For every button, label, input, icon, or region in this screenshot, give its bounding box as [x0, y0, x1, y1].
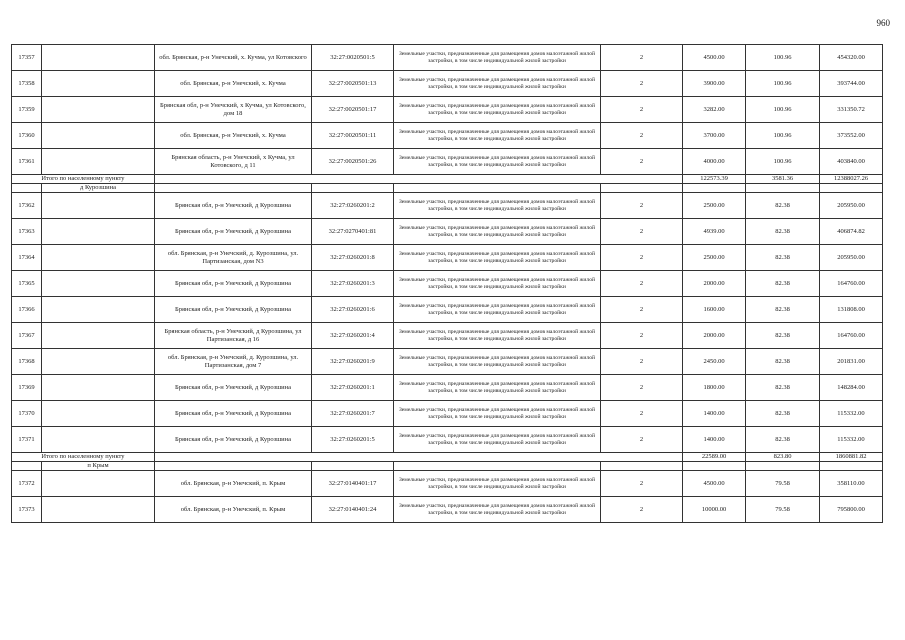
table-row	[12, 471, 883, 497]
cadastral-value-table	[11, 44, 883, 523]
empty-cell	[601, 184, 683, 193]
settlement-cell	[42, 45, 155, 71]
group-cell: 2	[601, 297, 683, 323]
table-row	[12, 149, 883, 175]
table-row	[12, 123, 883, 149]
land-use-cell: Земельные участки, предназначенные для размещения домов малоэтажной жилой застройки, в том числе индивидуальной жилой застройки	[394, 271, 601, 297]
cadastral-value-cell: 373552.00	[820, 123, 883, 149]
table-row	[12, 271, 883, 297]
table-row	[12, 497, 883, 523]
empty-cell	[746, 184, 820, 193]
table-row	[12, 45, 883, 71]
settlement-header-row	[12, 184, 883, 193]
address-cell: обл. Брянская, р-н Унечский, д. Курозшина, ул. Партизанская, дом 7	[155, 349, 312, 375]
area-cell: 2000.00	[683, 323, 746, 349]
group-cell: 2	[601, 245, 683, 271]
group-cell: 2	[601, 271, 683, 297]
settlement-cell	[42, 401, 155, 427]
group-cell: 2	[601, 97, 683, 123]
settlement-cell	[42, 297, 155, 323]
cadastral-number-cell: 32:27:0260201:5	[312, 427, 394, 453]
rate-cell: 82.38	[746, 193, 820, 219]
row-number: 17371	[12, 427, 42, 453]
address-cell: Брянская обл, р-н Унечский, д Курозшина	[155, 401, 312, 427]
group-cell: 2	[601, 323, 683, 349]
cadastral-number-cell: 32:27:0260201:6	[312, 297, 394, 323]
table-row	[12, 71, 883, 97]
rate-cell: 82.38	[746, 323, 820, 349]
empty-cell	[312, 462, 394, 471]
cadastral-value-cell: 205950.00	[820, 245, 883, 271]
group-cell: 2	[601, 149, 683, 175]
settlement-cell	[42, 427, 155, 453]
cadastral-number-cell: 32:27:0020501:11	[312, 123, 394, 149]
empty-cell	[155, 453, 683, 462]
address-cell: обл. Брянская, р-н Унечский, п. Крым	[155, 471, 312, 497]
land-use-cell: Земельные участки, предназначенные для размещения домов малоэтажной жилой застройки, в том числе индивидуальной жилой застройки	[394, 401, 601, 427]
row-number: 17372	[12, 471, 42, 497]
rate-cell: 82.38	[746, 297, 820, 323]
subtotal-area: 22589.00	[683, 453, 746, 462]
cadastral-number-cell: 32:27:0260201:7	[312, 401, 394, 427]
land-use-cell: Земельные участки, предназначенные для размещения домов малоэтажной жилой застройки, в том числе индивидуальной жилой застройки	[394, 427, 601, 453]
settlement-cell	[42, 149, 155, 175]
rate-cell: 82.38	[746, 245, 820, 271]
cadastral-number-cell: 32:27:0260201:8	[312, 245, 394, 271]
row-number: 17362	[12, 193, 42, 219]
row-number: 17357	[12, 45, 42, 71]
settlement-name: д Курозшина	[42, 184, 155, 193]
area-cell: 2450.00	[683, 349, 746, 375]
row-number: 17364	[12, 245, 42, 271]
table-row	[12, 97, 883, 123]
table-row	[12, 375, 883, 401]
rate-cell: 100.96	[746, 149, 820, 175]
subtotal-label: Итого по населенному пункту	[12, 175, 155, 184]
page-number: 960	[876, 18, 890, 28]
area-cell: 10000.00	[683, 497, 746, 523]
row-number: 17359	[12, 97, 42, 123]
empty-cell	[394, 184, 601, 193]
empty-cell	[155, 175, 683, 184]
area-cell: 4939.00	[683, 219, 746, 245]
row-number-empty	[12, 184, 42, 193]
address-cell: обл. Брянская, р-н Унечский, п. Крым	[155, 497, 312, 523]
group-cell: 2	[601, 497, 683, 523]
settlement-cell	[42, 271, 155, 297]
row-number: 17370	[12, 401, 42, 427]
area-cell: 4000.00	[683, 149, 746, 175]
row-number: 17366	[12, 297, 42, 323]
cadastral-value-cell: 201831.00	[820, 349, 883, 375]
row-number: 17365	[12, 271, 42, 297]
table-row	[12, 297, 883, 323]
land-use-cell: Земельные участки, предназначенные для размещения домов малоэтажной жилой застройки, в том числе индивидуальной жилой застройки	[394, 219, 601, 245]
subtotal-row	[12, 175, 883, 184]
settlement-cell	[42, 71, 155, 97]
address-cell: Брянская обл, р-н Унечский, д Курозшина	[155, 271, 312, 297]
settlement-cell	[42, 349, 155, 375]
table-row	[12, 219, 883, 245]
group-cell: 2	[601, 427, 683, 453]
cadastral-value-cell: 331350.72	[820, 97, 883, 123]
land-use-cell: Земельные участки, предназначенные для размещения домов малоэтажной жилой застройки, в том числе индивидуальной жилой застройки	[394, 471, 601, 497]
rate-cell: 82.38	[746, 219, 820, 245]
area-cell: 1400.00	[683, 427, 746, 453]
group-cell: 2	[601, 349, 683, 375]
table-row	[12, 349, 883, 375]
empty-cell	[155, 462, 312, 471]
cadastral-number-cell: 32:27:0260201:3	[312, 271, 394, 297]
cadastral-value-cell: 205950.00	[820, 193, 883, 219]
cadastral-number-cell: 32:27:0260201:2	[312, 193, 394, 219]
cadastral-value-cell: 131808.00	[820, 297, 883, 323]
subtotal-area: 122573.39	[683, 175, 746, 184]
rate-cell: 79.58	[746, 497, 820, 523]
group-cell: 2	[601, 219, 683, 245]
empty-cell	[601, 462, 683, 471]
cadastral-value-cell: 358110.00	[820, 471, 883, 497]
subtotal-value: 1860881.82	[820, 453, 883, 462]
area-cell: 1400.00	[683, 401, 746, 427]
address-cell: Брянская область, р-н Унечский, д Курозшина, ул Партизанская, д 16	[155, 323, 312, 349]
subtotal-rate: 3581.36	[746, 175, 820, 184]
cadastral-number-cell: 32:27:0260201:4	[312, 323, 394, 349]
cadastral-number-cell: 32:27:0140401:17	[312, 471, 394, 497]
group-cell: 2	[601, 123, 683, 149]
area-cell: 3900.00	[683, 71, 746, 97]
address-cell: обл. Брянская, р-н Унечский, д. Курозшина, ул. Партизанская, дом N3	[155, 245, 312, 271]
cadastral-value-cell: 454320.00	[820, 45, 883, 71]
land-use-cell: Земельные участки, предназначенные для размещения домов малоэтажной жилой застройки, в том числе индивидуальной жилой застройки	[394, 45, 601, 71]
empty-cell	[312, 184, 394, 193]
empty-cell	[820, 184, 883, 193]
area-cell: 3282.00	[683, 97, 746, 123]
cadastral-number-cell: 32:27:0020501:17	[312, 97, 394, 123]
address-cell: Брянская обл, р-н Унечский, д Курозшина	[155, 427, 312, 453]
row-number: 17360	[12, 123, 42, 149]
cadastral-value-cell: 393744.00	[820, 71, 883, 97]
group-cell: 2	[601, 471, 683, 497]
address-cell: обл. Брянская, р-н Унечский, х. Кучма	[155, 71, 312, 97]
cadastral-value-cell: 164760.00	[820, 323, 883, 349]
rate-cell: 82.38	[746, 375, 820, 401]
cadastral-number-cell: 32:27:0260201:9	[312, 349, 394, 375]
cadastral-number-cell: 32:27:0140401:24	[312, 497, 394, 523]
subtotal-row	[12, 453, 883, 462]
settlement-cell	[42, 375, 155, 401]
cadastral-number-cell: 32:27:0270401:81	[312, 219, 394, 245]
address-cell: Брянская обл, р-н Унечский, д Курозшина	[155, 193, 312, 219]
rate-cell: 82.38	[746, 401, 820, 427]
row-number: 17369	[12, 375, 42, 401]
cadastral-value-cell: 403840.00	[820, 149, 883, 175]
rate-cell: 100.96	[746, 123, 820, 149]
row-number: 17368	[12, 349, 42, 375]
cadastral-number-cell: 32:27:0020501:13	[312, 71, 394, 97]
empty-cell	[820, 462, 883, 471]
rate-cell: 100.96	[746, 97, 820, 123]
address-cell: Брянская обл, р-н Унечский, х Кучма, ул Котовского, дом 18	[155, 97, 312, 123]
group-cell: 2	[601, 401, 683, 427]
land-use-cell: Земельные участки, предназначенные для размещения домов малоэтажной жилой застройки, в том числе индивидуальной жилой застройки	[394, 71, 601, 97]
land-use-cell: Земельные участки, предназначенные для размещения домов малоэтажной жилой застройки, в том числе индивидуальной жилой застройки	[394, 297, 601, 323]
row-number: 17373	[12, 497, 42, 523]
cadastral-value-cell: 115332.00	[820, 401, 883, 427]
address-cell: Брянская обл, р-н Унечский, д Курозшина	[155, 219, 312, 245]
group-cell: 2	[601, 45, 683, 71]
group-cell: 2	[601, 375, 683, 401]
settlement-cell	[42, 323, 155, 349]
area-cell: 4500.00	[683, 45, 746, 71]
cadastral-value-cell: 795800.00	[820, 497, 883, 523]
land-use-cell: Земельные участки, предназначенные для размещения домов малоэтажной жилой застройки, в том числе индивидуальной жилой застройки	[394, 245, 601, 271]
table-row	[12, 245, 883, 271]
settlement-cell	[42, 497, 155, 523]
address-cell: Брянская область, р-н Унечский, х Кучма, ул Котовского, д 11	[155, 149, 312, 175]
group-cell: 2	[601, 193, 683, 219]
empty-cell	[683, 184, 746, 193]
table-row	[12, 427, 883, 453]
area-cell: 2000.00	[683, 271, 746, 297]
address-cell: обл. Брянская, р-н Унечский, х. Кучма, ул Котовского	[155, 45, 312, 71]
cadastral-number-cell: 32:27:0020501:26	[312, 149, 394, 175]
settlement-name: п Крым	[42, 462, 155, 471]
row-number-empty	[12, 462, 42, 471]
settlement-cell	[42, 193, 155, 219]
cadastral-value-cell: 115332.00	[820, 427, 883, 453]
cadastral-value-cell: 148284.00	[820, 375, 883, 401]
area-cell: 3700.00	[683, 123, 746, 149]
settlement-cell	[42, 471, 155, 497]
land-use-cell: Земельные участки, предназначенные для размещения домов малоэтажной жилой застройки, в том числе индивидуальной жилой застройки	[394, 375, 601, 401]
address-cell: обл. Брянская, р-н Унечский, х. Кучма	[155, 123, 312, 149]
area-cell: 2500.00	[683, 193, 746, 219]
area-cell: 2500.00	[683, 245, 746, 271]
area-cell: 4500.00	[683, 471, 746, 497]
rate-cell: 79.58	[746, 471, 820, 497]
empty-cell	[394, 462, 601, 471]
address-cell: Брянская обл, р-н Унечский, д Курозшина	[155, 297, 312, 323]
rate-cell: 82.38	[746, 427, 820, 453]
row-number: 17363	[12, 219, 42, 245]
cadastral-value-cell: 164760.00	[820, 271, 883, 297]
settlement-cell	[42, 245, 155, 271]
row-number: 17367	[12, 323, 42, 349]
subtotal-value: 12388027.26	[820, 175, 883, 184]
empty-cell	[155, 184, 312, 193]
land-use-cell: Земельные участки, предназначенные для размещения домов малоэтажной жилой застройки, в том числе индивидуальной жилой застройки	[394, 193, 601, 219]
land-use-cell: Земельные участки, предназначенные для размещения домов малоэтажной жилой застройки, в том числе индивидуальной жилой застройки	[394, 149, 601, 175]
table-row	[12, 323, 883, 349]
subtotal-label: Итого по населенному пункту	[12, 453, 155, 462]
subtotal-rate: 823.80	[746, 453, 820, 462]
table-row	[12, 193, 883, 219]
address-cell: Брянская обл, р-н Унечский, д Курозшина	[155, 375, 312, 401]
settlement-cell	[42, 219, 155, 245]
settlement-cell	[42, 97, 155, 123]
empty-cell	[683, 462, 746, 471]
empty-cell	[746, 462, 820, 471]
area-cell: 1800.00	[683, 375, 746, 401]
group-cell: 2	[601, 71, 683, 97]
land-use-cell: Земельные участки, предназначенные для размещения домов малоэтажной жилой застройки, в том числе индивидуальной жилой застройки	[394, 97, 601, 123]
land-use-cell: Земельные участки, предназначенные для размещения домов малоэтажной жилой застройки, в том числе индивидуальной жилой застройки	[394, 323, 601, 349]
land-use-cell: Земельные участки, предназначенные для размещения домов малоэтажной жилой застройки, в том числе индивидуальной жилой застройки	[394, 349, 601, 375]
cadastral-number-cell: 32:27:0260201:1	[312, 375, 394, 401]
table-row	[12, 401, 883, 427]
land-use-cell: Земельные участки, предназначенные для размещения домов малоэтажной жилой застройки, в том числе индивидуальной жилой застройки	[394, 123, 601, 149]
rate-cell: 100.96	[746, 45, 820, 71]
rate-cell: 82.38	[746, 271, 820, 297]
area-cell: 1600.00	[683, 297, 746, 323]
settlement-header-row	[12, 462, 883, 471]
row-number: 17358	[12, 71, 42, 97]
cadastral-value-cell: 406874.82	[820, 219, 883, 245]
land-use-cell: Земельные участки, предназначенные для размещения домов малоэтажной жилой застройки, в том числе индивидуальной жилой застройки	[394, 497, 601, 523]
settlement-cell	[42, 123, 155, 149]
row-number: 17361	[12, 149, 42, 175]
rate-cell: 100.96	[746, 71, 820, 97]
cadastral-number-cell: 32:27:0020501:5	[312, 45, 394, 71]
rate-cell: 82.38	[746, 349, 820, 375]
table-body	[12, 45, 883, 523]
